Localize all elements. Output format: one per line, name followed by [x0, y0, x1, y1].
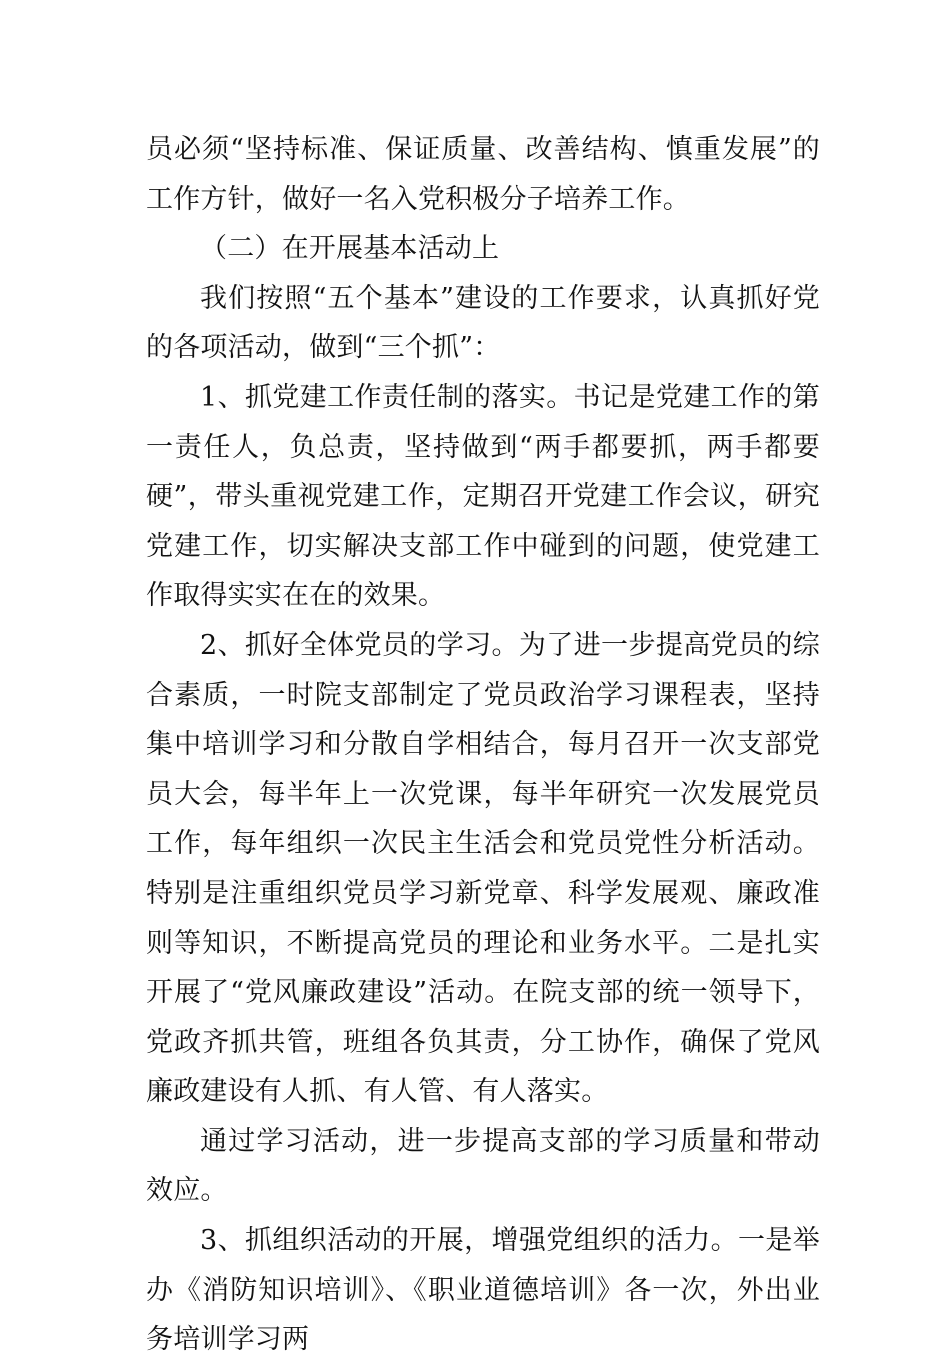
- paragraph-continuation: 员必须“坚持标准、保证质量、改善结构、慎重发展”的工作方针，做好一名入党积极分子培养工作。: [146, 134, 820, 215]
- document-body: [146, 125, 820, 1365]
- paragraph-item-3: 3、抓组织活动的开展，增强党组织的活力。一是举办《消防知识培训》、《职业道德培训》各一次，外出业务培训学习两: [146, 1225, 820, 1356]
- paragraph-item-1: 1、抓党建工作责任制的落实。书记是党建工作的第一责任人，负总责，坚持做到“两手都要抓，两手都要硬”，带头重视党建工作，定期召开党建工作会议，研究党建工作，切实解决支部工作中碰到的问题，使党建工作取得实实在在的效果。: [146, 381, 820, 612]
- paragraph-intro: 我们按照“五个基本”建设的工作要求，认真抓好党的各项活动，做到“三个抓”：: [146, 282, 820, 364]
- paragraph-item-2: 2、抓好全体党员的学习。为了进一步提高党员的综合素质，一时院支部制定了党员政治学习课程表，坚持集中培训学习和分散自学相结合，每月召开一次支部党员大会，每半年上一次党课，每半年研究一次发展党员工作，每年组织一次民主生活会和党员党性分析活动。特别是注重组织党员学习新党章、科学发展观、廉政准则等知识，不断提高党员的理论和业务水平。二是扎实开展了“党风廉政建设”活动。在院支部的统一领导下，党政齐抓共管，班组各负其责，分工协作，确保了党风廉政建设有人抓、有人管、有人落实。: [146, 629, 820, 1108]
- section-heading: （二）在开展基本活动上: [200, 233, 500, 265]
- paragraph-summary: 通过学习活动，进一步提高支部的学习质量和带动效应。: [146, 1125, 820, 1207]
